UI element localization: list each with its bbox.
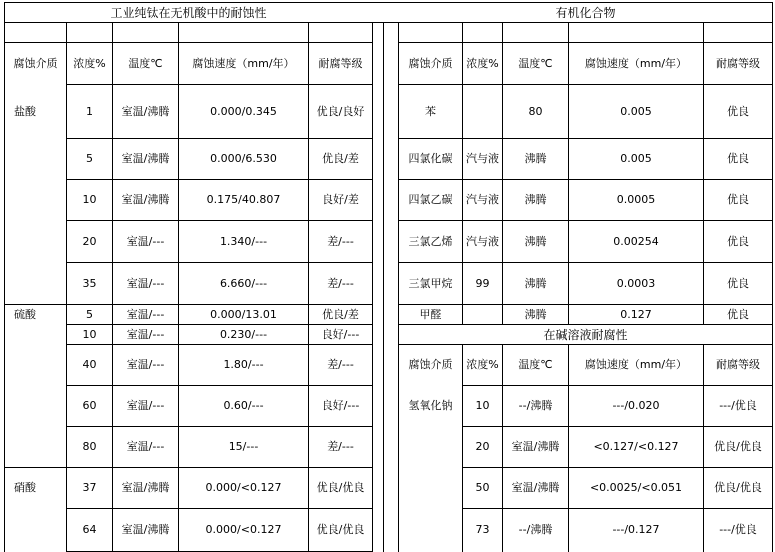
right-cell-r3-c4: 优良 bbox=[727, 234, 749, 248]
alkali-cell-r2-c4: 优良/优良 bbox=[714, 481, 762, 494]
alkali-cell-r3-c4: ---/优良 bbox=[719, 523, 757, 536]
right-cell-r0-c0: 苯 bbox=[425, 104, 436, 118]
right-cell-r1-c3: 0.005 bbox=[620, 152, 652, 165]
right-cell-r1-c4: 优良 bbox=[727, 152, 749, 165]
grid-line-v bbox=[308, 22, 309, 552]
left-table-title: 工业纯钛在无机酸中的耐蚀性 bbox=[110, 5, 267, 20]
left-cell-r4-c3: 6.660/--- bbox=[219, 276, 268, 290]
left-cell-r2-c2: 室温/沸腾 bbox=[121, 193, 170, 206]
right-cell-r4-c4: 优良 bbox=[727, 276, 749, 290]
right-header-0: 腐蚀介质 bbox=[408, 56, 453, 70]
grid-line-v bbox=[502, 22, 503, 325]
alkali-cell-r0-c1: 10 bbox=[475, 399, 490, 412]
right-header-1: 浓度% bbox=[466, 56, 499, 70]
left-cell-r3-c3: 1.340/--- bbox=[219, 234, 268, 248]
right-cell-r4-c1: 99 bbox=[475, 276, 490, 290]
grid-line-v bbox=[383, 22, 384, 552]
left-header-4: 耐腐等级 bbox=[318, 56, 363, 70]
right-cell-r1-c0: 四氯化碳 bbox=[408, 152, 453, 165]
left-cell-r4-c4: 差/--- bbox=[327, 276, 354, 290]
left-cell-r1-c1: 5 bbox=[86, 152, 93, 165]
left-cell-r10-c2: 室温/沸腾 bbox=[121, 481, 170, 494]
alkali-cell-r3-c2: --/沸腾 bbox=[518, 523, 553, 536]
left-cell-r5-c2: 室温/--- bbox=[126, 307, 165, 321]
right-cell-r3-c0: 三氯乙烯 bbox=[408, 234, 453, 248]
right-cell-r2-c2: 沸腾 bbox=[524, 193, 547, 206]
left-cell-r3-c2: 室温/--- bbox=[126, 234, 165, 248]
alkali-cell-r1-c2: 室温/沸腾 bbox=[511, 440, 560, 453]
alkali-header-0: 腐蚀介质 bbox=[408, 358, 453, 371]
left-cell-r11-c3: 0.000/<0.127 bbox=[205, 523, 282, 536]
left-cell-r1-c3: 0.000/6.530 bbox=[210, 152, 277, 165]
left-cell-r9-c2: 室温/--- bbox=[126, 440, 165, 453]
left-cell-r9-c3: 15/--- bbox=[228, 440, 259, 453]
left-cell-r6-c4: 良好/--- bbox=[321, 327, 360, 341]
grid-line-v bbox=[568, 22, 569, 325]
left-header-3: 腐蚀速度（mm/年） bbox=[192, 56, 295, 70]
left-cell-r0-c0: 盐酸 bbox=[14, 104, 36, 118]
alkali-cell-r0-c2: --/沸腾 bbox=[518, 399, 553, 412]
right-cell-r3-c1: 汽与液 bbox=[466, 234, 499, 248]
right-cell-r5-c4: 优良 bbox=[727, 307, 749, 321]
right-cell-r2-c3: 0.0005 bbox=[616, 193, 656, 206]
alkali-cell-r2-c2: 室温/沸腾 bbox=[511, 481, 560, 494]
right-cell-r1-c1: 汽与液 bbox=[466, 152, 499, 165]
grid-line-v bbox=[398, 22, 399, 552]
left-cell-r8-c4: 良好/--- bbox=[321, 399, 360, 412]
alkali-table-title: 在碱溶液耐腐性 bbox=[543, 327, 628, 342]
right-table-title: 有机化合物 bbox=[555, 5, 616, 20]
grid-line-v bbox=[178, 22, 179, 552]
left-cell-r0-c2: 室温/沸腾 bbox=[121, 104, 170, 118]
left-cell-r6-c2: 室温/--- bbox=[126, 327, 165, 341]
alkali-header-3: 腐蚀速度（mm/年） bbox=[584, 358, 688, 371]
grid-line-v bbox=[502, 344, 503, 552]
alkali-cell-r2-c1: 50 bbox=[475, 481, 490, 494]
left-cell-r4-c2: 室温/--- bbox=[126, 276, 165, 290]
alkali-cell-r1-c3: <0.127/<0.127 bbox=[593, 440, 679, 453]
left-cell-r1-c4: 优良/差 bbox=[322, 152, 359, 165]
left-cell-r5-c1: 5 bbox=[86, 307, 93, 321]
left-cell-r5-c0: 硫酸 bbox=[14, 307, 36, 321]
left-cell-r2-c3: 0.175/40.807 bbox=[206, 193, 281, 206]
left-cell-r0-c4: 优良/良好 bbox=[316, 104, 365, 118]
right-cell-r2-c4: 优良 bbox=[727, 193, 749, 206]
grid-line-v bbox=[462, 22, 463, 325]
right-cell-r2-c0: 四氯乙碳 bbox=[408, 193, 453, 206]
left-cell-r3-c4: 差/--- bbox=[327, 234, 354, 248]
left-cell-r7-c4: 差/--- bbox=[327, 358, 354, 371]
left-cell-r8-c3: 0.60/--- bbox=[223, 399, 264, 412]
alkali-cell-r2-c3: <0.0025/<0.051 bbox=[589, 481, 683, 494]
right-cell-r0-c4: 优良 bbox=[727, 104, 749, 118]
left-cell-r6-c1: 10 bbox=[82, 327, 97, 341]
left-cell-r5-c3: 0.000/13.01 bbox=[210, 307, 277, 321]
left-cell-r9-c1: 80 bbox=[82, 440, 97, 453]
left-cell-r11-c1: 64 bbox=[82, 523, 97, 536]
right-header-4: 耐腐等级 bbox=[716, 56, 760, 70]
right-cell-r3-c2: 沸腾 bbox=[524, 234, 547, 248]
left-cell-r3-c1: 20 bbox=[82, 234, 97, 248]
alkali-cell-r1-c1: 20 bbox=[475, 440, 490, 453]
right-header-2: 温度℃ bbox=[518, 56, 553, 70]
left-cell-r10-c1: 37 bbox=[82, 481, 97, 494]
left-cell-r10-c3: 0.000/<0.127 bbox=[205, 481, 282, 494]
grid-line-v bbox=[462, 344, 463, 552]
grid-line-v bbox=[112, 22, 113, 552]
alkali-cell-r0-c3: ---/0.020 bbox=[612, 399, 660, 412]
left-cell-r8-c2: 室温/--- bbox=[126, 399, 165, 412]
right-cell-r1-c2: 沸腾 bbox=[524, 152, 547, 165]
alkali-header-4: 耐腐等级 bbox=[716, 358, 760, 371]
left-cell-r2-c1: 10 bbox=[82, 193, 97, 206]
alkali-cell-r0-c4: ---/优良 bbox=[719, 399, 757, 412]
left-cell-r9-c4: 差/--- bbox=[327, 440, 354, 453]
right-cell-r4-c2: 沸腾 bbox=[524, 276, 547, 290]
left-cell-r6-c3: 0.230/--- bbox=[219, 327, 268, 341]
right-cell-r5-c2: 沸腾 bbox=[524, 307, 547, 321]
alkali-cell-r3-c1: 73 bbox=[475, 523, 490, 536]
right-cell-r0-c2: 80 bbox=[528, 104, 543, 118]
left-header-2: 温度℃ bbox=[128, 56, 163, 70]
left-cell-r2-c4: 良好/差 bbox=[322, 193, 359, 206]
alkali-medium: 氢氧化钠 bbox=[408, 399, 453, 412]
alkali-cell-r1-c4: 优良/优良 bbox=[714, 440, 762, 453]
grid-line-v bbox=[4, 2, 5, 552]
left-cell-r10-c4: 优良/优良 bbox=[316, 481, 365, 494]
left-header-1: 浓度% bbox=[73, 56, 106, 70]
left-cell-r11-c4: 优良/优良 bbox=[316, 523, 365, 536]
right-cell-r2-c1: 汽与液 bbox=[466, 193, 499, 206]
grid-line-v bbox=[66, 22, 67, 552]
right-cell-r4-c3: 0.0003 bbox=[616, 276, 656, 290]
left-cell-r11-c2: 室温/沸腾 bbox=[121, 523, 170, 536]
left-cell-r5-c4: 优良/差 bbox=[322, 307, 359, 321]
left-cell-r7-c2: 室温/--- bbox=[126, 358, 165, 371]
grid-line-v bbox=[703, 22, 704, 325]
alkali-cell-r3-c3: ---/0.127 bbox=[612, 523, 660, 536]
left-cell-r7-c1: 40 bbox=[82, 358, 97, 371]
alkali-header-2: 温度℃ bbox=[518, 358, 553, 371]
left-cell-r7-c3: 1.80/--- bbox=[223, 358, 264, 371]
right-cell-r5-c0: 甲醛 bbox=[419, 307, 442, 321]
right-cell-r5-c3: 0.127 bbox=[620, 307, 652, 321]
grid-line-v bbox=[568, 344, 569, 552]
left-header-0: 腐蚀介质 bbox=[13, 56, 58, 70]
right-cell-r3-c3: 0.00254 bbox=[613, 234, 659, 248]
left-cell-r1-c2: 室温/沸腾 bbox=[121, 152, 170, 165]
grid-line-v bbox=[372, 22, 373, 552]
grid-line-v bbox=[703, 344, 704, 552]
right-cell-r0-c3: 0.005 bbox=[620, 104, 652, 118]
left-cell-r8-c1: 60 bbox=[82, 399, 97, 412]
left-cell-r4-c1: 35 bbox=[82, 276, 97, 290]
right-header-3: 腐蚀速度（mm/年） bbox=[584, 56, 688, 70]
right-cell-r4-c0: 三氯甲烷 bbox=[408, 276, 453, 290]
left-cell-r10-c0: 硝酸 bbox=[14, 481, 36, 494]
left-cell-r0-c1: 1 bbox=[86, 104, 93, 118]
left-cell-r0-c3: 0.000/0.345 bbox=[210, 104, 277, 118]
alkali-header-1: 浓度% bbox=[466, 358, 499, 371]
